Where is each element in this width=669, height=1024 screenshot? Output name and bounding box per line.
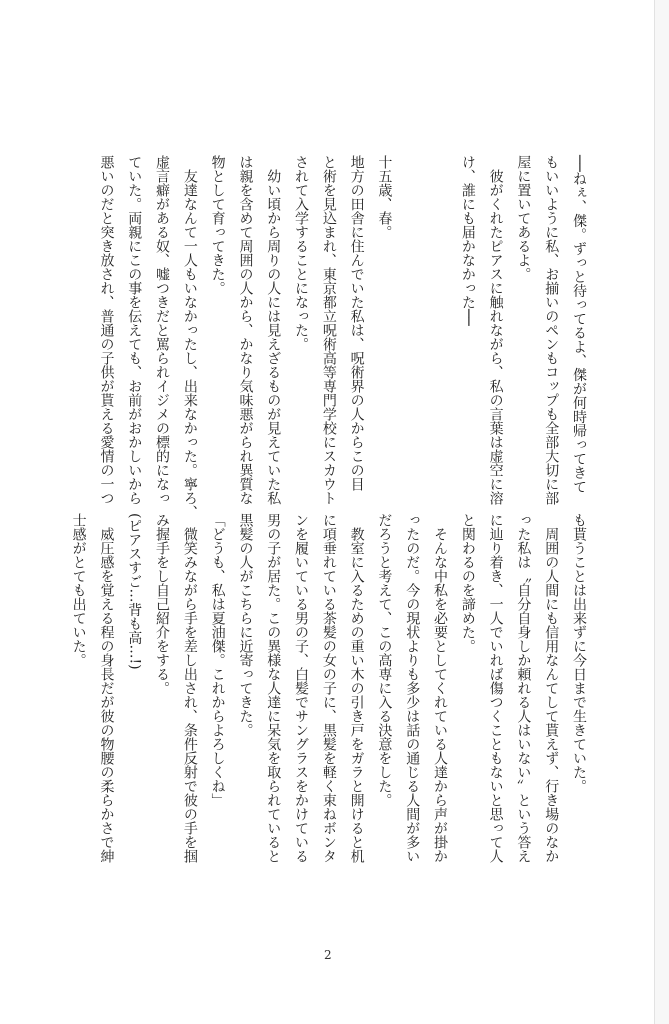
text-column: と術を見込まれ、東京都立呪術高等専門学校にスカウト (320, 155, 337, 505)
text-column: った私は〝自分自身しか頼れる人はいない〟という答え (515, 513, 532, 863)
upper-text-block (92, 155, 592, 519)
text-column: に項垂れている茶髪の女の子に、黒髪を軽く束ねボンタ (320, 513, 337, 863)
text-column: 悪いのだと突き放され、普通の子供が貰える愛情の一つ (98, 155, 115, 505)
text-column: 周囲の人間にも信用なんてして貰えず、行き場のなか (543, 513, 560, 863)
text-column: もいいように私、お揃いのペンもコップも全部大切に部 (543, 155, 560, 505)
text-column: されて入学することになった。 (293, 155, 310, 351)
text-column (425, 155, 453, 500)
text-column: 威圧感を覚える程の身長だが彼の物腰の柔らかさで紳 (98, 513, 115, 863)
text-column: け、誰にも届かなかった── (459, 155, 476, 326)
page-edge-scrollbar[interactable] (654, 0, 669, 1024)
text-column: と関わるのを諦めた。 (459, 513, 476, 653)
text-column (397, 155, 425, 500)
text-column: 男の子が居た。この異様な人達に呆気を取られていると (265, 513, 282, 863)
text-column: ていた。両親にこの事を伝えても、お前がおかしいから (126, 155, 143, 505)
text-column: 十五歳、春。 (376, 155, 393, 239)
text-column: に辿り着き、一人でいれば傷つくこともないと思って人 (487, 513, 504, 863)
text-column: も貰うことは出来ずに今日まで生きていた。 (571, 513, 587, 793)
text-column: 士感がとても出ていた。 (70, 513, 87, 667)
text-column: ──ねぇ、傑。ずっと待ってるよ、傑が何時帰ってきて (571, 155, 587, 494)
text-column: 地方の田舎に住んでいた私は、呪術界の人からこの目 (348, 155, 365, 491)
text-column: は親を含めて周囲の人から、かなり気味悪がられ異質な (237, 155, 254, 505)
page-number: 2 (324, 948, 332, 962)
text-column: ったのだ。今の現状よりも多少は話の通じる人間が多い (404, 513, 421, 863)
text-column: 「どうも、私は夏油傑。これからよろしくね」 (209, 513, 226, 807)
text-column: 物として育ってきた。 (209, 155, 226, 295)
text-column: 友達なんて一人もいなかったし、出来なかった。寧ろ、 (181, 155, 198, 519)
text-column: ンを履いている男の子、白髪でサングラスをかけている (293, 513, 310, 863)
lower-text-block (64, 513, 592, 863)
text-column: 屋に置いてあるよ。 (515, 155, 532, 281)
text-column: 彼がくれたピアスに触れながら、私の言葉は虚空に溶 (487, 155, 504, 505)
text-column: だろうと考えて、この高専に入る決意をした。 (376, 513, 393, 807)
text-column: 教室に入るための重い木の引き戸をガラと開けると机 (348, 513, 365, 863)
text-column: 虚言癖がある奴、嘘つきだと罵られイジメの標的になっ (154, 155, 171, 505)
text-column: そんな中私を必要としてくれている人達から声が掛か (432, 513, 449, 863)
text-column: (ピアスすご…背も高…!) (126, 513, 143, 670)
text-column: 微笑みながら手を差し出され、条件反射で彼の手を掴 (181, 513, 198, 863)
text-column: み握手をし自己紹介をする。 (154, 513, 171, 695)
text-column: 幼い頃から周りの人には見えざるものが見えていた私 (265, 155, 282, 505)
text-column: 黒髪の人がこちらに近寄ってきた。 (237, 513, 254, 737)
